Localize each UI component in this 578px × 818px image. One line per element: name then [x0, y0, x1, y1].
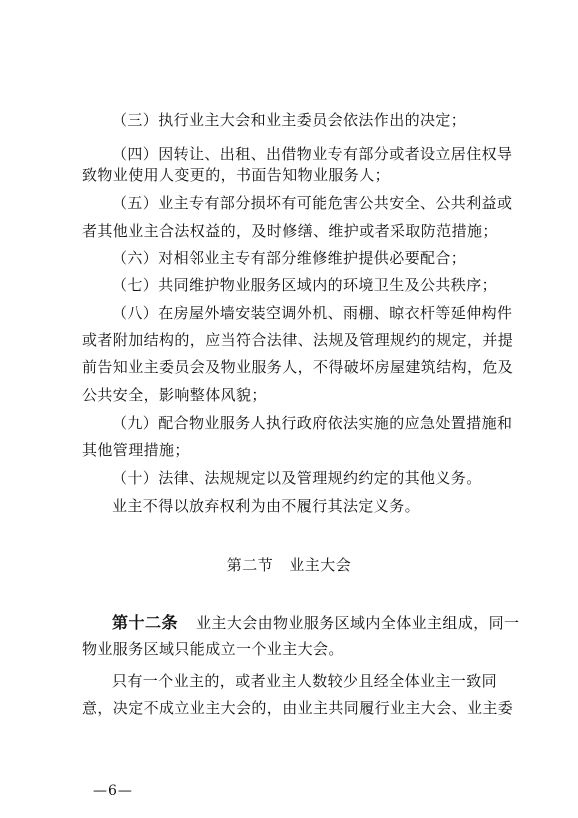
article-label: 第十二条 — [112, 613, 179, 632]
article-12-para-2-line-2: 意，决定不成立业主大会的，由业主共同履行业主大会、业主委 — [82, 699, 514, 717]
clause-6: （六）对相邻业主专有部分维修维护提供必要配合； — [112, 249, 467, 267]
clause-5-line-1: （五）业主专有部分损坏有可能危害公共安全、公共利益或 — [112, 194, 513, 212]
clause-4-line-1: （四）因转让、出租、出借物业专有部分或者设立居住权导 — [112, 145, 513, 163]
clause-8-line-2: 或者附加结构的，应当符合法律、法规及管理规约的规定，并提 — [82, 331, 514, 349]
clause-10: （十）法律、法规规定以及管理规约约定的其他义务。 — [112, 469, 482, 487]
clause-5-line-2: 者其他业主合法权益的，及时修缮、维护或者采取防范措施； — [82, 222, 498, 240]
section-title: 业主大会 — [289, 556, 352, 574]
article-12-line-1 — [112, 614, 519, 632]
clause-8-line-3: 前告知业主委员会及物业服务人，不得破坏房屋建筑结构，危及 — [82, 358, 514, 376]
clause-7: （七）共同维护物业服务区域内的环境卫生及公共秩序； — [112, 276, 498, 294]
clause-8-line-1: （八）在房屋外墙安装空调外机、雨棚、晾衣杆等延伸构件 — [112, 304, 513, 322]
clause-4-line-2: 致物业使用人变更的，书面告知物业服务人； — [82, 166, 391, 184]
clause-9-line-2: 其他管理措施； — [82, 441, 190, 459]
article-12-line-2: 物业服务区域只能成立一个业主大会。 — [82, 640, 344, 658]
closing-sentence: 业主不得以放弃权利为由不履行其法定义务。 — [112, 497, 421, 515]
article-12-para-2-line-1: 只有一个业主的，或者业主人数较少且经全体业主一致同 — [112, 672, 498, 690]
clause-8-line-4: 公共安全，影响整体风貌； — [82, 386, 267, 404]
section-number: 第二节 — [226, 556, 274, 574]
page-number: —6— — [93, 783, 133, 799]
section-heading — [0, 556, 578, 574]
article-12-text: 业主大会由物业服务区域内全体业主组成，同一 — [196, 614, 520, 632]
clause-3: （三）执行业主大会和业主委员会依法作出的决定； — [112, 111, 467, 129]
clause-9-line-1: （九）配合物业服务人执行政府依法实施的应急处置措施和 — [112, 414, 513, 432]
